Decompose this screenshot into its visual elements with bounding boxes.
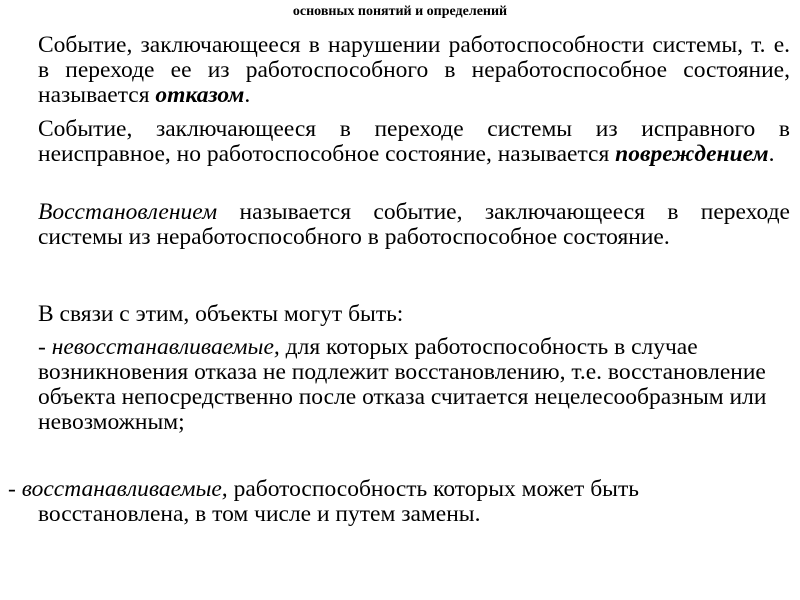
failure-definition	[38, 33, 790, 108]
page-title: основных понятий и определений	[292, 4, 508, 19]
restorable-term: восстанавливаемые,	[21, 476, 228, 502]
non-restorable-item	[38, 335, 790, 435]
list-dash: -	[8, 476, 22, 502]
damage-term: повреждением	[615, 141, 769, 167]
restorable-item	[8, 477, 768, 527]
objects-intro: В связи с этим, объекты могут быть:	[38, 301, 404, 327]
failure-definition-end: .	[244, 82, 251, 108]
list-dash: -	[38, 334, 52, 360]
restoration-term: Восстановлением	[38, 199, 218, 225]
restoration-definition	[38, 200, 790, 250]
damage-definition	[38, 117, 790, 167]
non-restorable-text: для которых работоспособность в случае возникновения отказа не подлежит восстановлению, т.е. восстановление объекта непосредственно после отказа считается нецелесообразным или невозможным;	[38, 334, 767, 435]
restorable-text: работоспособность которых может быть восстановлена, в том числе и путем замены.	[38, 476, 639, 527]
restoration-definition-text: называется событие, заключающееся в переходе системы из неработоспособного в работоспособное состояние.	[38, 199, 790, 250]
non-restorable-term: невосстанавливаемые,	[51, 334, 280, 360]
damage-definition-end: .	[768, 141, 775, 167]
failure-term: отказом	[155, 82, 245, 108]
failure-definition-text: Событие, заключающееся в нарушении работоспособности системы, т. е. в переходе ее из работоспособного в неработоспособное состояние, называется	[38, 32, 790, 108]
damage-definition-text: Событие, заключающееся в переходе системы из исправного в неисправное, но работоспособное состояние, называется	[38, 116, 790, 167]
